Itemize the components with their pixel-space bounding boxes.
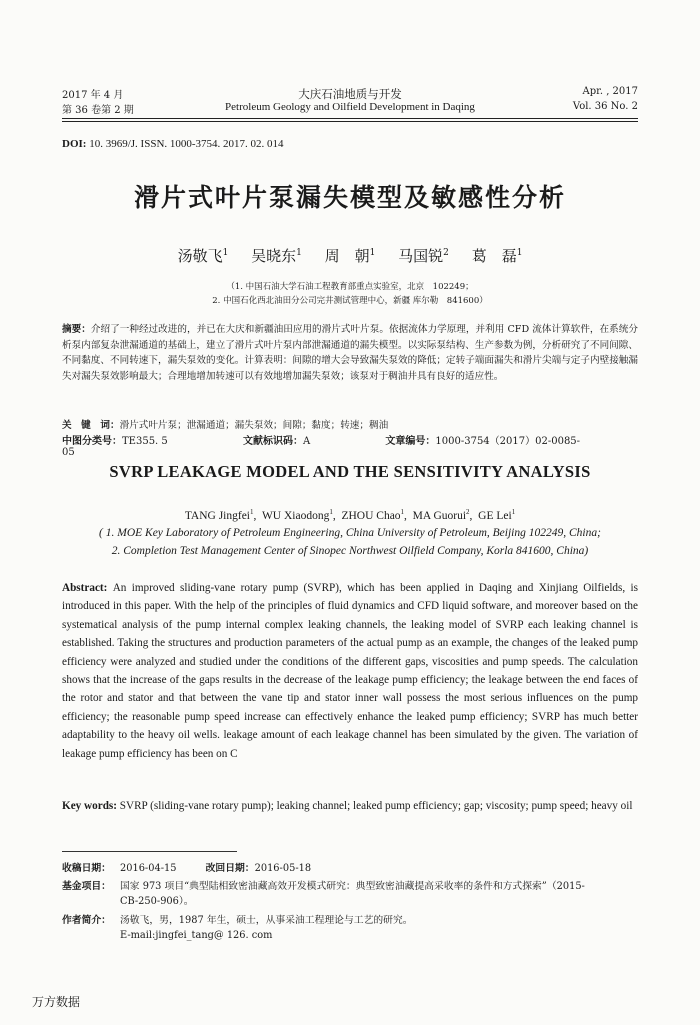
keywords-cn-label: 关 键 词： [62,420,120,431]
revised-date: 2016-05-18 [254,863,312,874]
footnote-funding [62,879,638,909]
authors-english [0,508,700,522]
running-header-line2 [62,101,638,116]
title-english: SVRP LEAKAGE MODEL AND THE SENSITIVITY ANALYSIS [109,462,591,481]
author-email[interactable]: E-mail:jingfei_tang@ 126. com [120,930,273,941]
doi-value[interactable]: 10. 3969/J. ISSN. 1000-3754. 2017. 02. 014 [89,138,284,150]
author-cn: 吴晓东$^1$ [251,247,302,265]
author-cn: 马国锐$^2$ [398,247,449,265]
author-en: WU Xiaodong$^1$, [261,508,339,522]
title-chinese: 滑片式叶片泵漏失模型及敏感性分析 [133,183,566,212]
abstract-cn-text: 介绍了一种经过改进的，并已在大庆和新疆油田应用的滑片式叶片泵。依据流体力学原理，并利用 CFD 流体计算软件，在系统分析泵内部复杂泄漏通道的基础上，建立了滑片式叶片泵内部泄漏通道的漏失模型。以实际泵结构、生产参数为例，分析研究了不同间隙、不同黏度、不同转速下，漏失泵效的变化。计算表明：间隙的增大会导致漏失泵效的降低；定转子端面漏失和滑片尖端与定子内壁接触漏失对漏失泵效影响最大；合理地增加转速可以有效地增加漏失泵效；该泵对于稠油井具有良好的适应性。 [62,324,638,382]
header-date-en: Apr. , 2017 [582,86,638,97]
clc-number: 中图分类号：TE355. 5 [62,436,168,447]
doi-label: DOI: [62,138,87,150]
watermark: 万方数据 [32,995,81,1009]
keywords-chinese [62,417,638,431]
doi-line [62,138,284,150]
keywords-english [62,797,638,815]
author-cn: 汤敬飞$^1$ [177,247,229,265]
abstract-chinese [62,322,638,384]
affiliation-cn-1: （1. 中国石油大学石油工程教育部重点实验室，北京 102249； [226,282,474,292]
author-en: TANG Jingfei$^1$, [184,508,260,522]
received-label: 收稿日期： [62,863,111,874]
fund-label: 基金项目： [62,881,111,892]
abstract-en-text: An improved sliding-vane rotary pump (SVRP), which has been applied in Daqing and Xinjiang Oilfields, is introduced in this paper. With the help of the principles of fluid dynamics and CFD liquid software, and moreover based on the systematical analysis of the pump internal complex leaking channels, the leaking model of SVRP each leaking channel is established. Taking the structures and production parameters of the actual pump as an example, the changes of the leaked pump efficiency were analyzed and studied under the conditions of the different gaps, viscosities and pump speeds. The calculation shows that the increase of the gaps results in the decrease of the leakage pump efficiency; the leakage between the end faces of the rotor and stator and that between the vane tip and stator inner wall possess the most serious influences on the pump efficiency; the reasonable pump speed increase can effectively enhance the leaked pump efficiency; SVRP has much better adaptability to the heavy oil wells. leakage amount of each leakage channel has been simulated by the given. The variation of leakage pump efficiency has been on C [62,582,638,760]
header-journal-cn: 大庆石油地质与开发 [298,87,402,101]
author-bio-label: 作者简介： [62,915,111,926]
article-number: 文章编号：1000-3754（2017）02-0085-05 [62,436,581,458]
fund-line2: CB-250-906）。 [120,896,194,907]
header-rule-bottom [62,121,638,122]
fund-line1: 国家 973 项目“典型陆相致密油藏高效开发模式研究：典型致密油藏提高采收率的条件和方式探索”（2015- [120,881,585,892]
abstract-en-label: Abstract: [62,582,108,594]
author-en: MA Guorui$^2$, [412,508,476,522]
footnote-rule [62,851,237,852]
keywords-en-label: Key words: [62,800,117,812]
footnote-author-bio [62,913,638,943]
revised-label: 改回日期： [205,863,255,874]
abstract-cn-label: 摘要： [62,324,91,335]
author-en: GE Lei$^1$ [478,508,516,522]
header-volume: 第 36 卷第 2 期 [62,105,134,116]
document-code: 文献标识码：A [242,436,311,447]
header-rule-top [62,118,638,119]
affiliation-en-1: ( 1. MOE Key Laboratory of Petroleum Engineering, China University of Petroleum, Beijing 102249, China; [99,527,601,539]
header-volume-en: Vol. 36 No. 2 [572,101,638,112]
author-cn: 葛 磊$^1$ [471,247,523,265]
affiliation-en-2: 2. Completion Test Management Center of Sinopec Northwest Oilfield Company, Korla 841600, China) [111,545,589,557]
classification-line [62,432,638,458]
authors-chinese [0,245,700,266]
affiliation-cn-2: 2. 中国石化西北油田分公司完井测试管理中心，新疆 库尔勒 841600） [212,296,488,306]
header-date: 2017 年 4 月 [62,90,124,101]
author-cn: 周 朝$^1$ [324,247,376,265]
running-header-line1 [62,86,638,101]
abstract-english [62,579,638,763]
footnote-dates [62,861,638,876]
keywords-en-text: SVRP (sliding-vane rotary pump); leaking channel; leaked pump efficiency; gap; viscosity; pump speed; heavy oil [119,800,633,812]
received-date: 2016-04-15 [120,863,177,874]
author-en: ZHOU Chao$^1$, [341,508,410,522]
author-bio-text: 汤敬飞，男，1987 年生，硕士，从事采油工程理论与工艺的研究。 [120,915,413,926]
keywords-cn-text: 滑片式叶片泵；泄漏通道；漏失泵效；间隙；黏度；转速；稠油 [119,420,389,431]
header-journal-en: Petroleum Geology and Oilfield Development in Daqing [225,101,475,113]
